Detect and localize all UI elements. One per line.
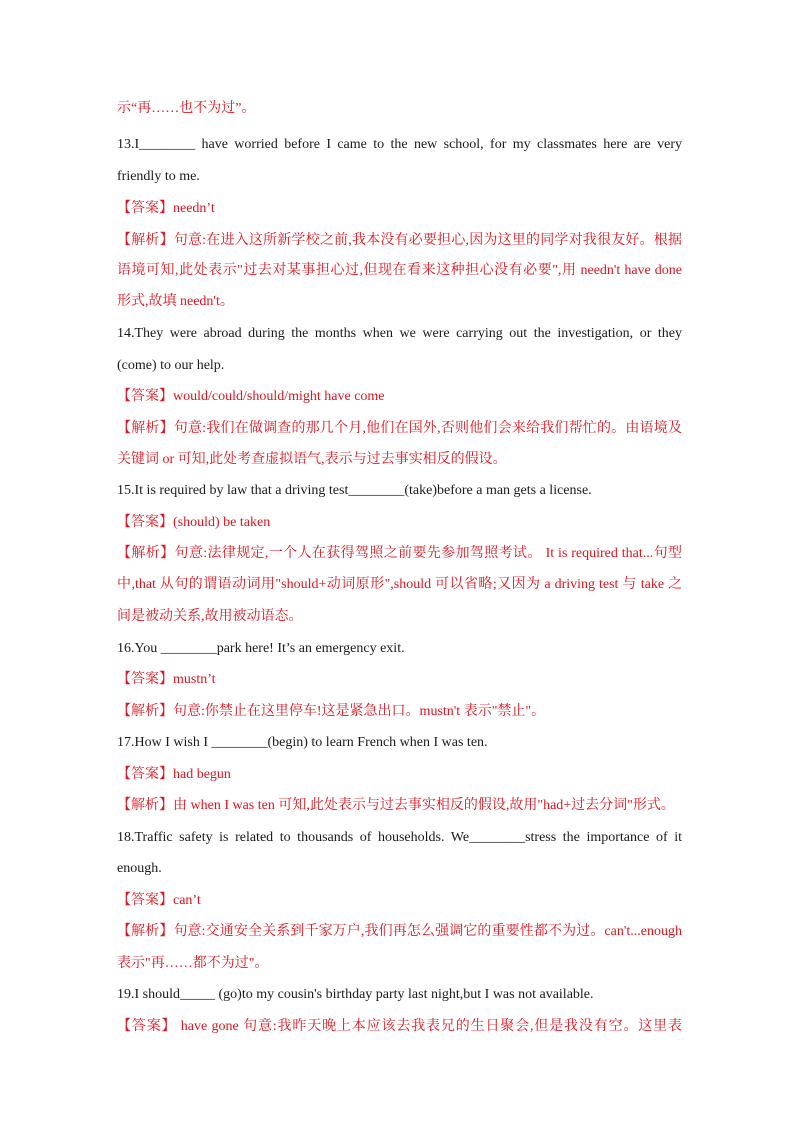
question-17: 17.How I wish I ________(begin) to learn French when I was ten. — [117, 735, 488, 750]
answer-18: 【答案】can’t — [117, 893, 201, 908]
answer-16: 【答案】mustn’t — [117, 672, 216, 687]
explanation-15-line-2: 中,that 从句的谓语动词用"should+动词原形",should 可以省略;又因为 a driving test 与 take 之 — [117, 577, 682, 592]
explanation-13-line-3: 形式,故填 needn't。 — [117, 294, 234, 309]
explanation-13-line-1: 【解析】句意:在进入这所新学校之前,我本没有必要担心,因为这里的同学对我很友好。根据 — [117, 233, 682, 248]
answer-14: 【答案】would/could/should/might have come — [117, 389, 385, 404]
explanation-14-line-2: 关键词 or 可知,此处考查虚拟语气,表示与过去事实相反的假设。 — [117, 452, 507, 467]
explanation-15-line-1: 【解析】句意:法律规定,一个人在获得驾照之前要先参加驾照考试。 It is required that...句型 — [117, 546, 682, 561]
question-13-line-2: friendly to me. — [117, 169, 200, 184]
text-line: 示“再……也不为过”。 — [117, 101, 256, 116]
question-15: 15.It is required by law that a driving test________(take)before a man gets a license. — [117, 483, 592, 498]
question-19: 19.I should_____ (go)to my cousin's birthday party last night,but I was not available. — [117, 987, 594, 1002]
question-14-line-2: (come) to our help. — [117, 358, 225, 373]
question-18-line-1: 18.Traffic safety is related to thousands of households. We________stress the importance of it — [117, 830, 682, 845]
question-18-line-2: enough. — [117, 861, 162, 876]
explanation-18-line-1: 【解析】句意:交通安全关系到千家万户,我们再怎么强调它的重要性都不为过。can't...enough — [117, 924, 682, 939]
question-13-line-1: 13.I________ have worried before I came to the new school, for my classmates here are very — [117, 137, 682, 152]
explanation-17: 【解析】由 when I was ten 可知,此处表示与过去事实相反的假设,故用"had+过去分词"形式。 — [117, 798, 675, 813]
question-14-line-1: 14.They were abroad during the months when we were carrying out the investigation, or they — [117, 326, 682, 341]
explanation-15-line-3: 间是被动关系,故用被动语态。 — [117, 609, 303, 624]
explanation-16: 【解析】句意:你禁止在这里停车!这是紧急出口。mustn't 表示"禁止"。 — [117, 704, 546, 719]
explanation-18-line-2: 表示"再……都不为过"。 — [117, 956, 269, 971]
answer-19: 【答案】 have gone 句意:我昨天晚上本应该去我表兄的生日聚会,但是我没有空。这里表 — [117, 1019, 682, 1034]
answer-17: 【答案】had begun — [117, 767, 231, 782]
question-16: 16.You ________park here! It’s an emergency exit. — [117, 641, 405, 656]
answer-15: 【答案】(should) be taken — [117, 515, 271, 530]
explanation-14-line-1: 【解析】句意:我们在做调查的那几个月,他们在国外,否则他们会来给我们帮忙的。由语境及 — [117, 421, 682, 436]
explanation-13-line-2: 语境可知,此处表示"过去对某事担心过,但现在看来这种担心没有必要",用 needn't have done — [117, 263, 682, 278]
answer-13: 【答案】needn’t — [117, 201, 215, 216]
